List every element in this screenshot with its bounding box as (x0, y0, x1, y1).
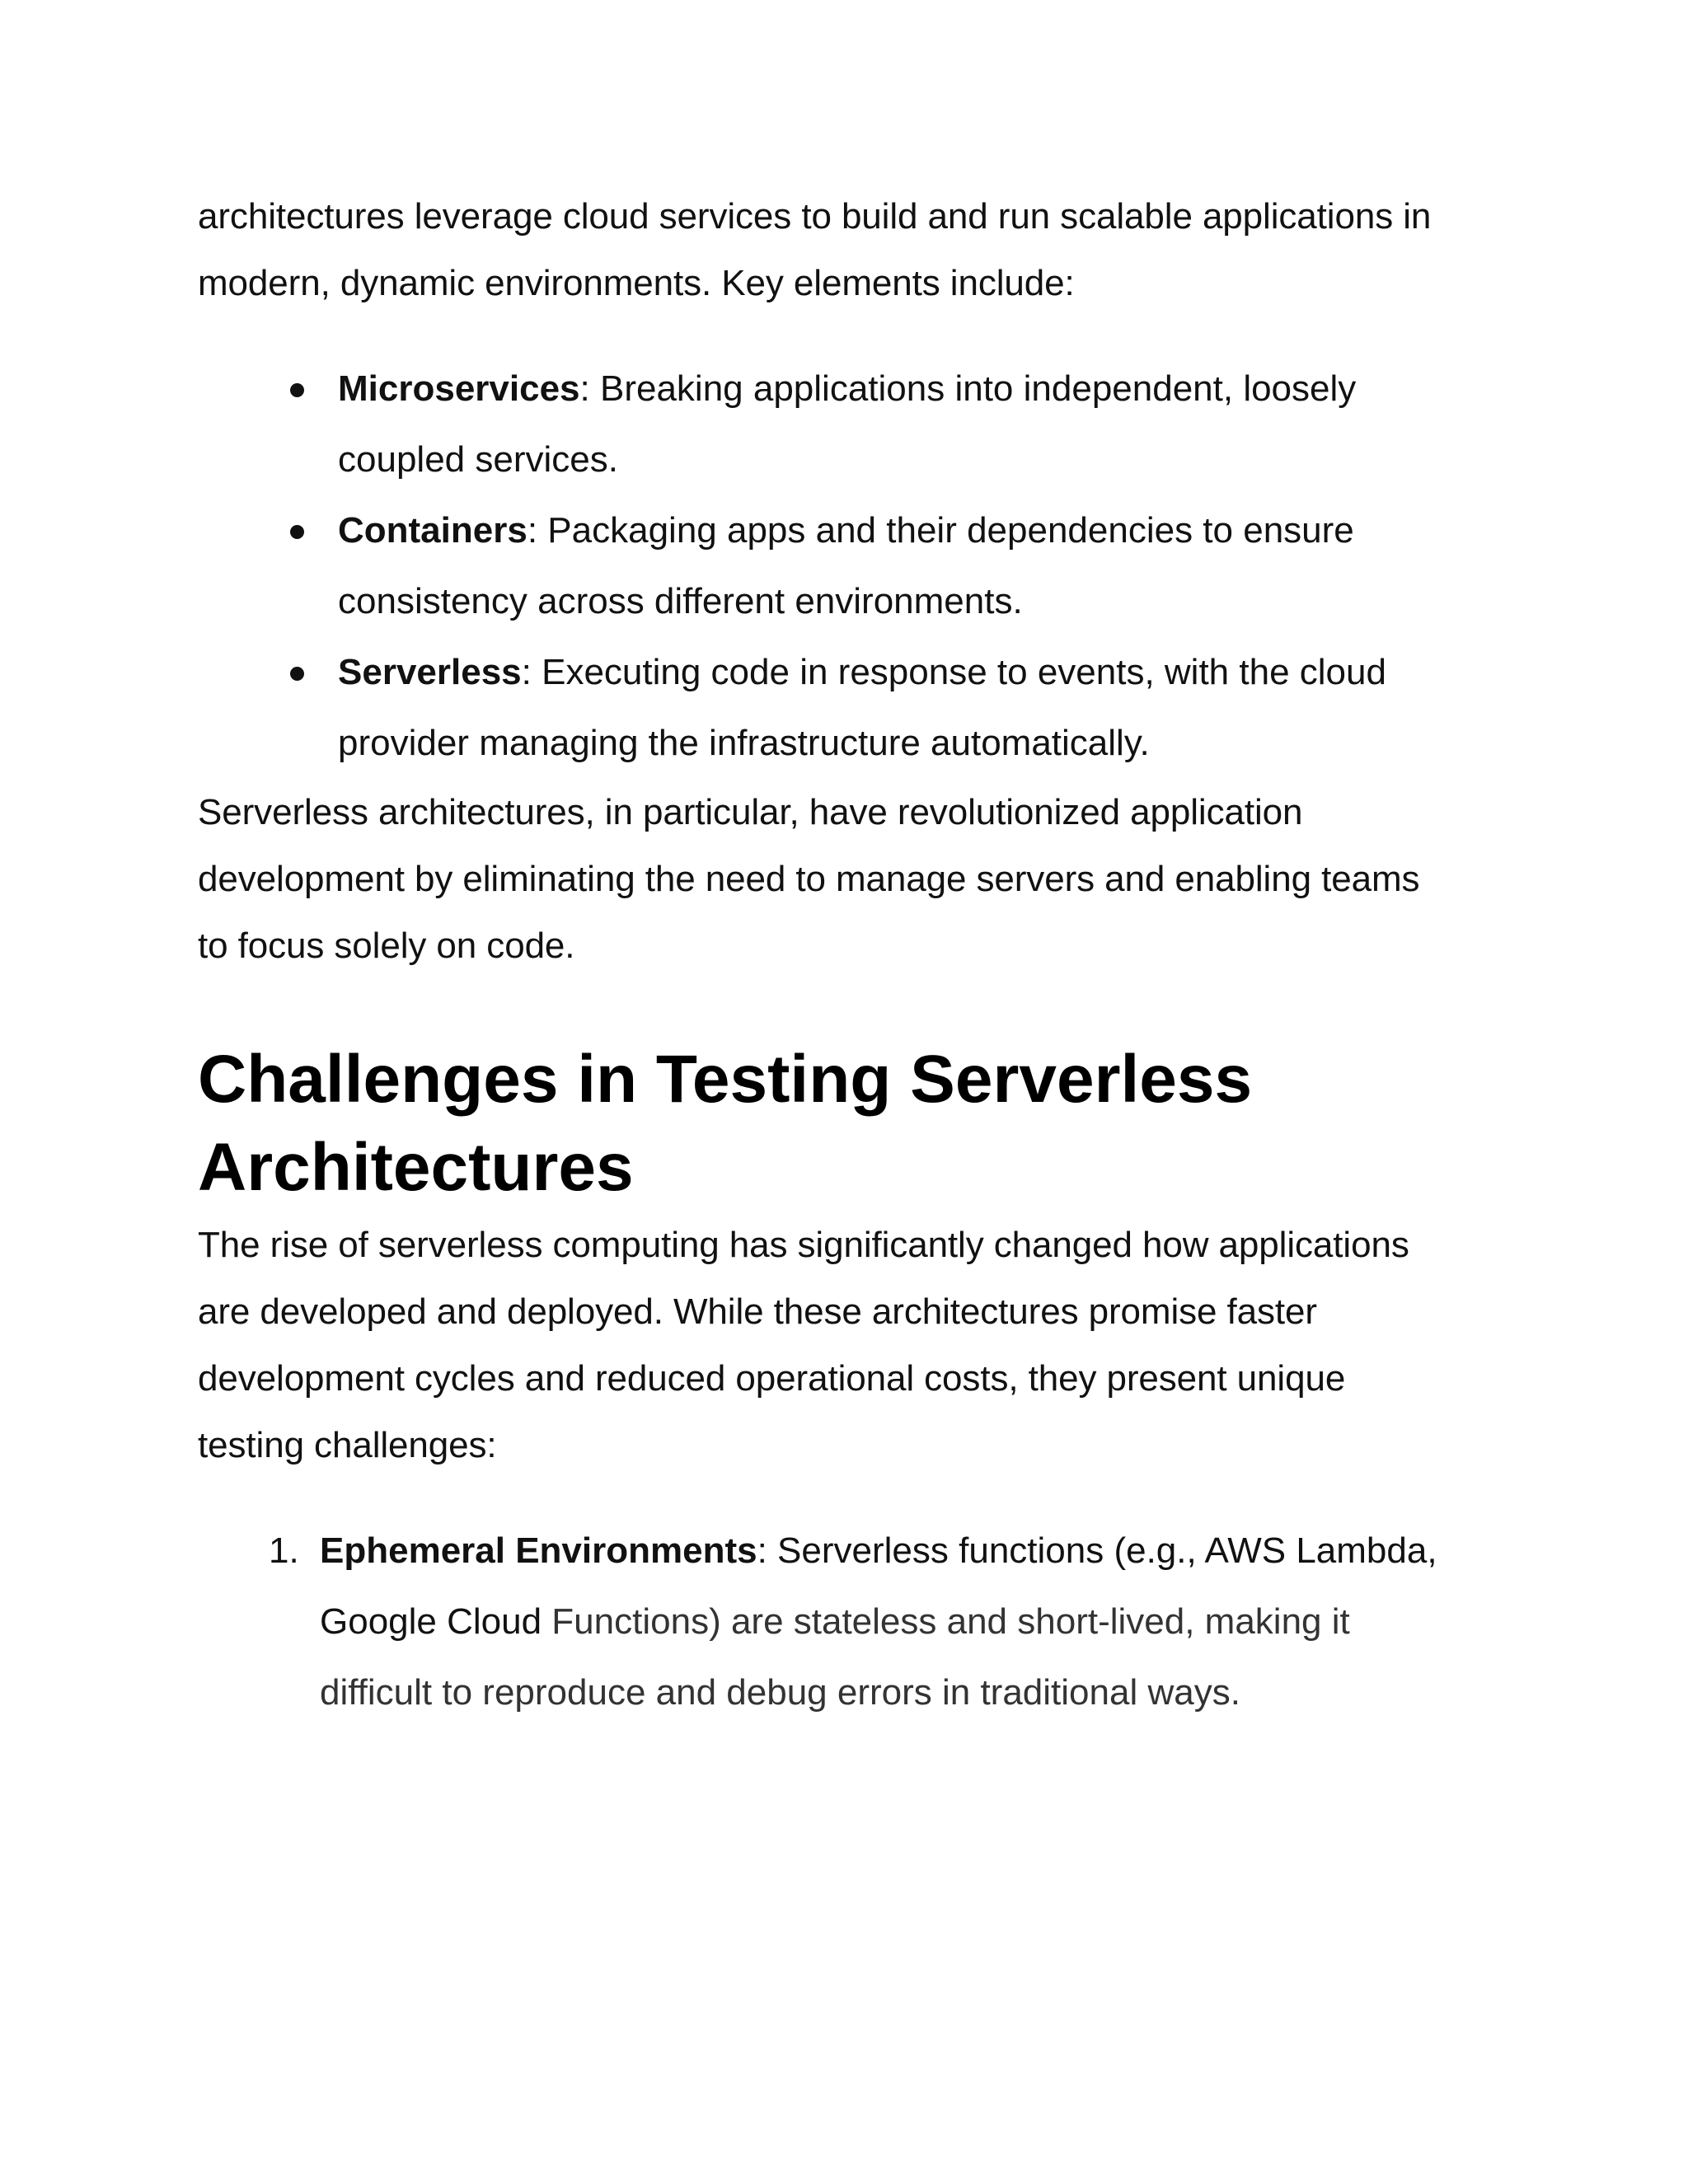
list-item-text: consistency across different environments. (338, 581, 1023, 621)
paragraph-line: modern, dynamic environments. Key elements include: (198, 263, 1075, 303)
list-item-number: 1. (269, 1530, 299, 1571)
key-elements-list (198, 354, 1508, 779)
serverless-paragraph (198, 779, 1508, 979)
list-item-text: difficult to reproduce and debug errors in traditional ways. (320, 1672, 1240, 1713)
paragraph-line: development by eliminating the need to manage servers and enabling teams (198, 859, 1420, 899)
list-item-text: coupled services. (338, 439, 618, 480)
list-item-text: : Serverless functions (e.g., AWS Lambda, (757, 1530, 1437, 1571)
list-item-text: Google Cloud (320, 1601, 542, 1642)
list-item-term: Microservices (338, 368, 580, 409)
list-item-term: Containers (338, 510, 528, 551)
intro-paragraph (198, 183, 1508, 316)
list-item (198, 637, 1508, 779)
list-item-text: provider managing the infrastructure automatically. (338, 723, 1150, 763)
paragraph-line: The rise of serverless computing has significantly changed how applications (198, 1225, 1409, 1265)
heading-line: Challenges in Testing Serverless (198, 1042, 1253, 1117)
challenges-list (198, 1516, 1508, 1728)
heading-line: Architectures (198, 1130, 634, 1205)
paragraph-line: development cycles and reduced operational costs, they present unique (198, 1358, 1346, 1399)
paragraph-line: testing challenges: (198, 1425, 497, 1465)
list-item-text: : Breaking applications into independent, loosely (579, 368, 1357, 409)
paragraph-line: Serverless architectures, in particular, have revolutionized application (198, 792, 1303, 832)
paragraph-line: to focus solely on code. (198, 926, 575, 966)
list-item (198, 495, 1508, 637)
list-item-term: Serverless (338, 652, 522, 692)
list-item (198, 1516, 1508, 1728)
list-item-term: Ephemeral Environments (320, 1530, 757, 1571)
bullet-icon (290, 667, 304, 681)
bullet-icon (290, 383, 304, 397)
paragraph-line: architectures leverage cloud services to build and run scalable applications in (198, 196, 1432, 237)
paragraph-line: are developed and deployed. While these architectures promise faster (198, 1291, 1317, 1332)
list-item-text: : Packaging apps and their dependencies to ensure (527, 510, 1354, 551)
list-item-text: : Executing code in response to events, with the cloud (521, 652, 1386, 692)
bullet-icon (290, 525, 304, 539)
document-content (198, 183, 1508, 1728)
list-item-text: Functions) are stateless and short-lived, making it (542, 1601, 1350, 1642)
challenges-paragraph (198, 1212, 1508, 1479)
list-item (198, 354, 1508, 495)
section-heading (198, 1035, 1508, 1212)
